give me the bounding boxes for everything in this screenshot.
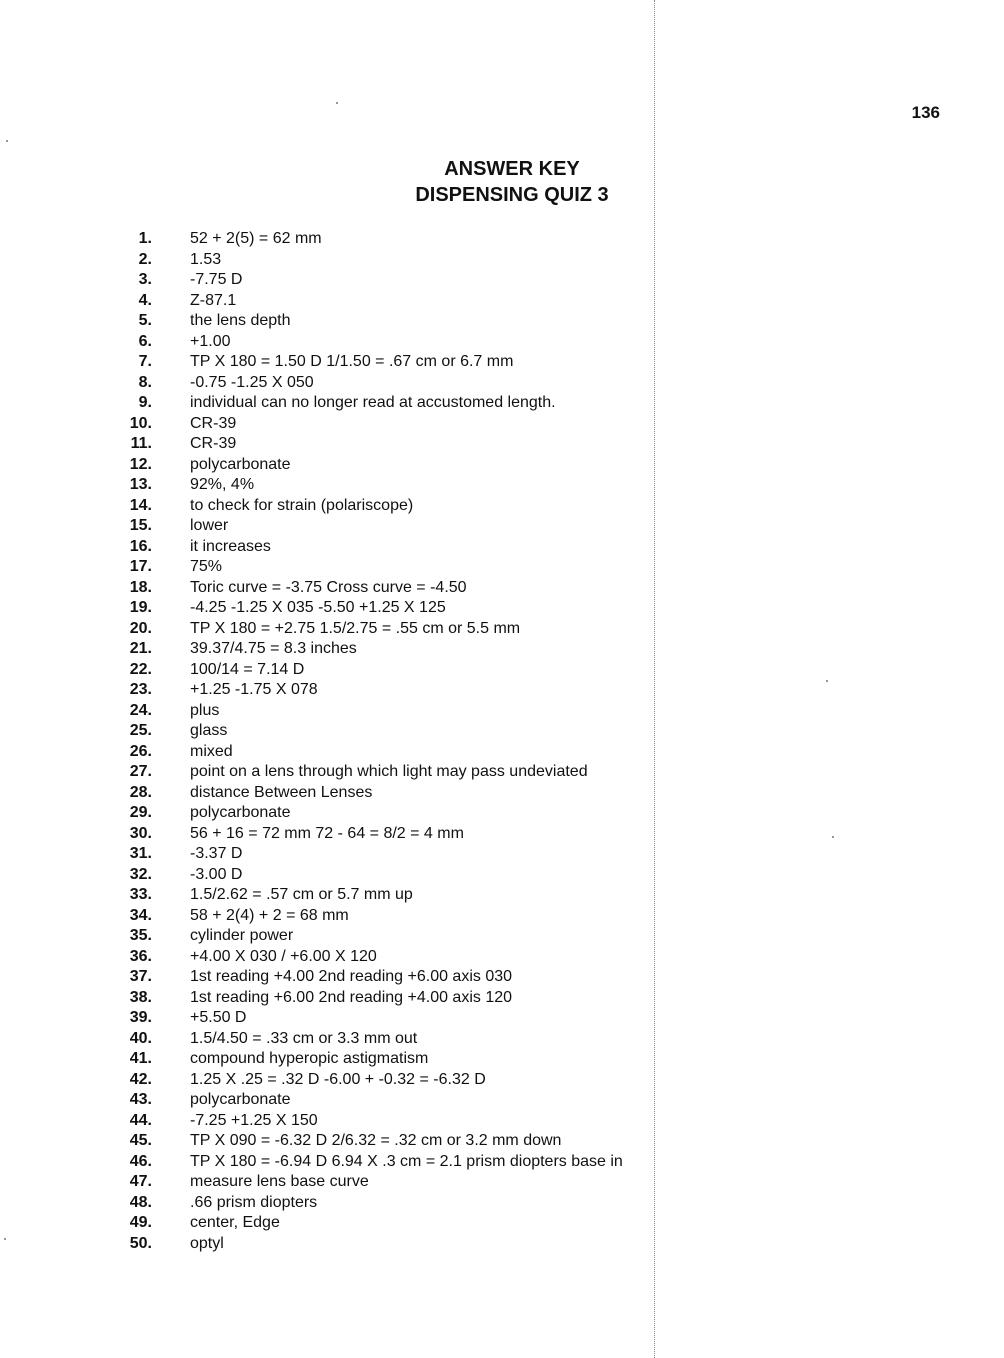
answer-row bbox=[112, 1234, 692, 1255]
answer-text: 58 + 2(4) + 2 = 68 mm bbox=[190, 906, 349, 924]
answer-text: polycarbonate bbox=[190, 804, 291, 821]
answer-text: TP X 180 = -6.94 D 6.94 X .3 cm = 2.1 prism diopters base in bbox=[190, 1152, 623, 1170]
answer-number: 48. bbox=[129, 1193, 152, 1211]
answer-text: TP X 180 = 1.50 D 1/1.50 = .67 cm or 6.7 mm bbox=[190, 353, 514, 370]
answer-number: 37. bbox=[129, 968, 152, 985]
answer-number: 35. bbox=[129, 927, 152, 944]
answer-row bbox=[112, 311, 692, 332]
answer-text: -4.25 -1.25 X 035 -5.50 +1.25 X 125 bbox=[190, 599, 446, 616]
answer-number: 31. bbox=[129, 845, 152, 862]
answer-number: 28. bbox=[129, 783, 152, 801]
answer-row bbox=[112, 578, 692, 599]
answer-number: 46. bbox=[129, 1152, 152, 1170]
answer-row bbox=[112, 537, 692, 558]
answer-row bbox=[112, 291, 692, 312]
answer-text: -3.37 D bbox=[190, 845, 243, 862]
answer-text: .66 prism diopters bbox=[190, 1193, 318, 1211]
answer-text: 1.25 X .25 = .32 D -6.00 + -0.32 = -6.32 D bbox=[190, 1070, 486, 1088]
answer-text: mixed bbox=[190, 742, 233, 760]
answer-row bbox=[112, 947, 692, 968]
answer-row bbox=[112, 332, 692, 353]
answer-row bbox=[112, 639, 692, 660]
answer-row bbox=[112, 721, 692, 742]
answer-text: -7.75 D bbox=[190, 271, 243, 288]
answer-number: 2. bbox=[138, 250, 152, 268]
answer-row bbox=[112, 906, 692, 927]
answer-number: 8. bbox=[138, 373, 152, 391]
answer-row bbox=[112, 762, 692, 783]
answer-text: CR-39 bbox=[190, 435, 237, 452]
answer-number: 25. bbox=[129, 722, 152, 739]
answer-row bbox=[112, 1131, 692, 1152]
answer-row bbox=[112, 414, 692, 435]
answer-row bbox=[112, 988, 692, 1009]
scan-speck bbox=[832, 836, 834, 838]
answer-text: 100/14 = 7.14 D bbox=[190, 660, 305, 678]
answer-row bbox=[112, 1172, 692, 1193]
answer-row bbox=[112, 1090, 692, 1111]
answer-number: 9. bbox=[138, 394, 152, 411]
answer-row bbox=[112, 619, 692, 640]
answer-number: 20. bbox=[129, 619, 152, 637]
answer-row bbox=[112, 885, 692, 906]
answer-text: 52 + 2(5) = 62 mm bbox=[190, 230, 322, 247]
answer-row bbox=[112, 1008, 692, 1029]
answer-text: 75% bbox=[190, 558, 223, 575]
answer-number: 34. bbox=[129, 906, 152, 924]
answer-text: individual can no longer read at accustomed length. bbox=[190, 394, 556, 411]
answer-row bbox=[112, 1049, 692, 1070]
answer-row bbox=[112, 660, 692, 681]
answer-text: to check for strain (polariscope) bbox=[190, 496, 414, 514]
answer-text: the lens depth bbox=[190, 312, 291, 329]
answer-row bbox=[112, 393, 692, 414]
scan-speck bbox=[826, 680, 828, 682]
answer-text: glass bbox=[190, 722, 228, 739]
answer-row bbox=[112, 701, 692, 722]
answer-text: -3.00 D bbox=[190, 865, 243, 883]
scan-speck bbox=[6, 140, 8, 142]
answer-text: plus bbox=[190, 701, 220, 719]
page-title bbox=[380, 156, 644, 208]
answer-row bbox=[112, 352, 692, 373]
answer-text: point on a lens through which light may pass undeviated bbox=[190, 763, 588, 780]
answer-text: +1.00 bbox=[190, 332, 231, 350]
answer-row bbox=[112, 434, 692, 455]
answer-text: 1st reading +6.00 2nd reading +4.00 axis 120 bbox=[190, 988, 513, 1006]
answer-text: +4.00 X 030 / +6.00 X 120 bbox=[190, 947, 377, 965]
answer-number: 50. bbox=[129, 1234, 152, 1252]
answer-text: -0.75 -1.25 X 050 bbox=[190, 373, 314, 391]
answer-number: 40. bbox=[129, 1029, 152, 1047]
page-number: 136 bbox=[911, 103, 940, 122]
answer-row bbox=[112, 475, 692, 496]
answer-text: center, Edge bbox=[190, 1214, 280, 1231]
answer-row bbox=[112, 516, 692, 537]
answer-list bbox=[112, 229, 692, 1254]
answer-row bbox=[112, 1193, 692, 1214]
answer-number: 14. bbox=[129, 496, 152, 514]
answer-number: 19. bbox=[129, 599, 152, 616]
answer-number: 4. bbox=[138, 291, 152, 309]
answer-number: 15. bbox=[129, 517, 152, 534]
answer-row bbox=[112, 844, 692, 865]
answer-text: optyl bbox=[190, 1234, 224, 1252]
answer-text: compound hyperopic astigmatism bbox=[190, 1050, 429, 1067]
answer-number: 39. bbox=[129, 1009, 152, 1026]
answer-text: +1.25 -1.75 X 078 bbox=[190, 681, 318, 698]
answer-number: 22. bbox=[129, 660, 152, 678]
answer-number: 38. bbox=[129, 988, 152, 1006]
answer-text: 56 + 16 = 72 mm 72 - 64 = 8/2 = 4 mm bbox=[190, 824, 464, 842]
answer-text: TP X 180 = +2.75 1.5/2.75 = .55 cm or 5.5 mm bbox=[190, 619, 521, 637]
answer-number: 43. bbox=[129, 1091, 152, 1108]
answer-row bbox=[112, 598, 692, 619]
answer-number: 47. bbox=[129, 1173, 152, 1190]
answer-text: measure lens base curve bbox=[190, 1173, 369, 1190]
answer-number: 44. bbox=[129, 1111, 152, 1129]
answer-text: Z-87.1 bbox=[190, 291, 237, 309]
answer-text: distance Between Lenses bbox=[190, 783, 373, 801]
answer-number: 49. bbox=[129, 1214, 152, 1231]
answer-number: 11. bbox=[130, 435, 152, 452]
answer-number: 33. bbox=[129, 886, 152, 903]
answer-number: 12. bbox=[129, 455, 152, 473]
answer-number: 29. bbox=[129, 804, 152, 821]
title-line-2: DISPENSING QUIZ 3 bbox=[415, 184, 609, 206]
answer-number: 17. bbox=[129, 558, 152, 575]
answer-row bbox=[112, 680, 692, 701]
answer-row bbox=[112, 865, 692, 886]
answer-row bbox=[112, 557, 692, 578]
answer-row bbox=[112, 229, 692, 250]
answer-text: CR-39 bbox=[190, 414, 237, 432]
answer-text: 1.5/2.62 = .57 cm or 5.7 mm up bbox=[190, 886, 413, 903]
answer-number: 5. bbox=[138, 312, 152, 329]
answer-number: 27. bbox=[129, 763, 152, 780]
answer-row bbox=[112, 373, 692, 394]
answer-row bbox=[112, 967, 692, 988]
answer-row bbox=[112, 1070, 692, 1091]
answer-text: 39.37/4.75 = 8.3 inches bbox=[190, 640, 357, 657]
answer-row bbox=[112, 270, 692, 291]
answer-text: +5.50 D bbox=[190, 1009, 247, 1026]
answer-text: it increases bbox=[190, 537, 271, 555]
answer-row bbox=[112, 455, 692, 476]
answer-text: 1.53 bbox=[190, 250, 222, 268]
answer-text: 1.5/4.50 = .33 cm or 3.3 mm out bbox=[190, 1029, 418, 1047]
answer-text: 92%, 4% bbox=[190, 476, 255, 493]
answer-row bbox=[112, 926, 692, 947]
answer-row bbox=[112, 250, 692, 271]
answer-number: 42. bbox=[129, 1070, 152, 1088]
scan-speck bbox=[336, 102, 338, 104]
answer-row bbox=[112, 1213, 692, 1234]
answer-number: 3. bbox=[138, 271, 152, 288]
answer-number: 10. bbox=[129, 414, 152, 432]
answer-row bbox=[112, 783, 692, 804]
answer-number: 24. bbox=[129, 701, 152, 719]
answer-number: 32. bbox=[129, 865, 152, 883]
answer-text: polycarbonate bbox=[190, 1091, 291, 1108]
answer-row bbox=[112, 1152, 692, 1173]
answer-number: 7. bbox=[138, 353, 152, 370]
answer-number: 13. bbox=[129, 476, 152, 493]
answer-text: lower bbox=[190, 517, 229, 534]
answer-number: 1. bbox=[138, 230, 152, 247]
answer-number: 6. bbox=[138, 332, 152, 350]
answer-row bbox=[112, 496, 692, 517]
answer-number: 36. bbox=[129, 947, 152, 965]
answer-text: Toric curve = -3.75 Cross curve = -4.50 bbox=[190, 578, 467, 596]
answer-number: 16. bbox=[129, 537, 152, 555]
answer-number: 23. bbox=[129, 681, 152, 698]
answer-number: 18. bbox=[129, 578, 152, 596]
answer-text: 1st reading +4.00 2nd reading +6.00 axis 030 bbox=[190, 968, 513, 985]
answer-number: 45. bbox=[129, 1132, 152, 1149]
answer-row bbox=[112, 803, 692, 824]
answer-number: 21. bbox=[129, 640, 152, 657]
answer-row bbox=[112, 824, 692, 845]
answer-number: 30. bbox=[129, 824, 152, 842]
answer-number: 26. bbox=[129, 742, 152, 760]
scan-speck bbox=[4, 1238, 6, 1240]
answer-row bbox=[112, 1029, 692, 1050]
answer-row bbox=[112, 742, 692, 763]
answer-row bbox=[112, 1111, 692, 1132]
answer-text: cylinder power bbox=[190, 927, 294, 944]
answer-text: TP X 090 = -6.32 D 2/6.32 = .32 cm or 3.2 mm down bbox=[190, 1132, 562, 1149]
answer-number: 41. bbox=[129, 1050, 152, 1067]
answer-text: polycarbonate bbox=[190, 455, 291, 473]
answer-text: -7.25 +1.25 X 150 bbox=[190, 1111, 318, 1129]
title-line-1: ANSWER KEY bbox=[444, 158, 580, 180]
